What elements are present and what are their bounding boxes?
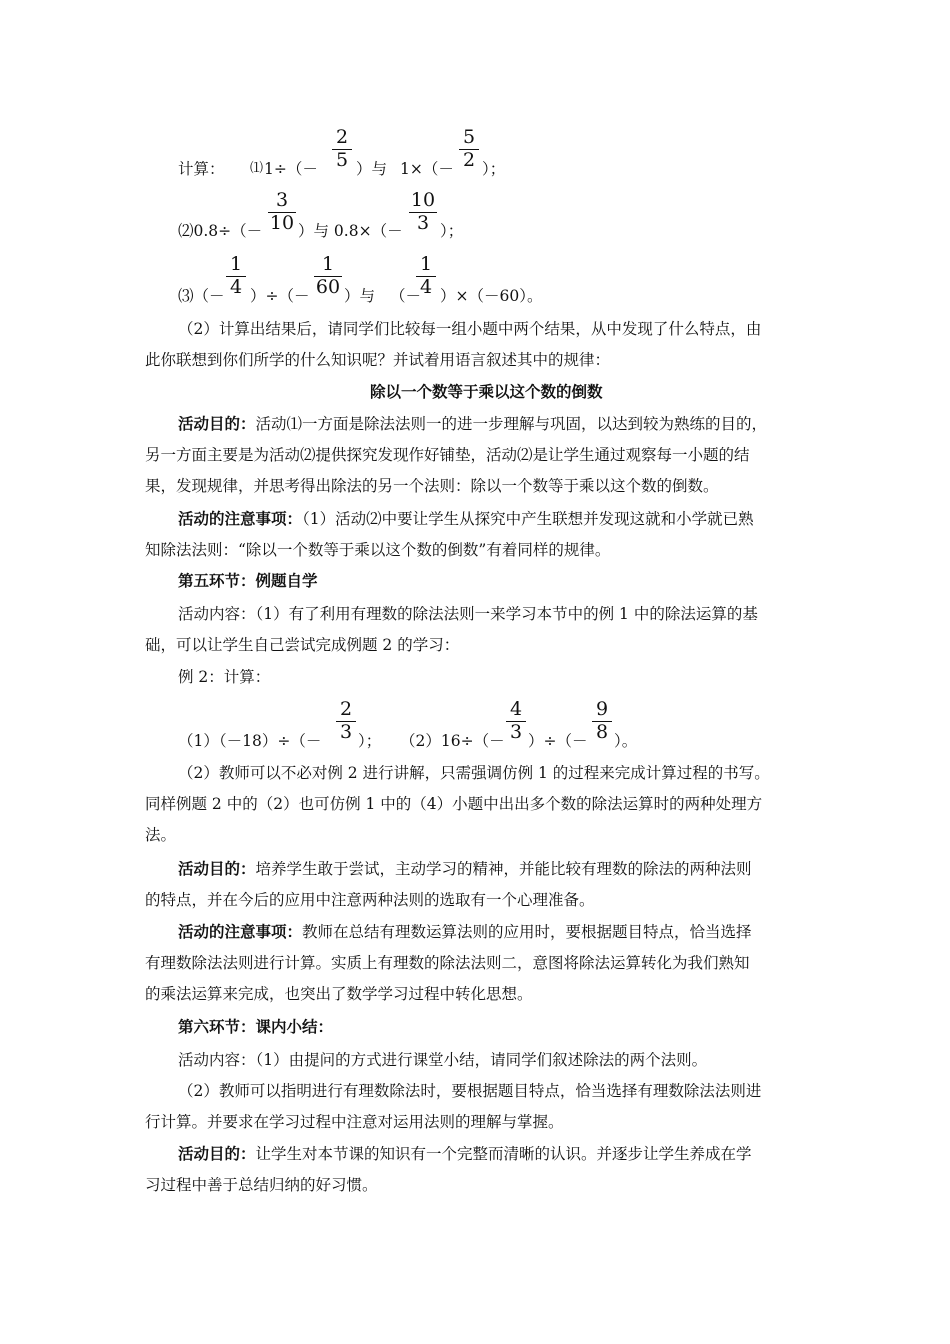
example2-label: 例 2：计算：: [178, 668, 271, 686]
paragraph-compare-line1: （2）计算出结果后，请同学们比较每一组小题中两个结果，从中发现了什么特点，由: [178, 320, 762, 338]
section6-heading: 第六环节：课内小结：: [178, 1018, 334, 1036]
section5-heading: 第五环节：例题自学: [178, 572, 318, 590]
calc-row2-c: ）；: [440, 222, 464, 240]
calc-row3-c: ）与: [344, 287, 376, 305]
note2-line1: 活动的注意事项：教师在总结有理数运算法则的应用时，要根据题目特点，恰当选择: [178, 923, 752, 941]
goal1-line1: 活动目的：活动⑴一方面是除法法则一的进一步理解与巩固，以达到较为熟练的目的，: [178, 415, 768, 433]
calc-row2-a: ⑵0.8÷（－: [178, 222, 263, 240]
example2-c: （2）16÷（－: [400, 732, 505, 750]
calc-row1-b: ）与: [356, 160, 388, 178]
fraction-4-3: $\frac{4}{3}$: [506, 700, 526, 742]
content6-line3: 行计算。并要求在学习过程中注意对运用法则的理解与掌握。: [145, 1113, 564, 1131]
content5-line1: 活动内容：（1）有了利用有理数的除法法则一来学习本节中的例 1 中的除法运算的基: [178, 605, 758, 623]
goal3-line1: 活动目的：让学生对本节课的知识有一个完整而清晰的认识。并逐步让学生养成在学: [178, 1145, 752, 1163]
content5b-line2: 同样例题 2 中的（2）也可仿例 1 中的（4）小题中出出多个数的除法运算时的两种处理方: [145, 795, 763, 813]
note2-line2: 有理数除法法则进行计算。实质上有理数的除法法则二，意图将除法运算转化为我们熟知: [145, 954, 750, 972]
fraction-9-8: $\frac{9}{8}$: [592, 700, 612, 742]
content6-line2: （2）教师可以指明进行有理数除法时，要根据题目特点，恰当选择有理数除法法则进: [178, 1082, 762, 1100]
calc-row1-a: 1÷（－: [264, 160, 318, 178]
example2-d: ）÷（－: [528, 732, 588, 750]
goal2-label: 活动目的：: [178, 860, 256, 878]
goal1-label: 活动目的：: [178, 415, 256, 433]
fraction-1-4-a: $\frac{1}{4}$: [226, 255, 246, 297]
fraction-1-60: $\frac{1}{60}$: [315, 253, 341, 298]
paragraph-compare-line2: 此你联想到你们所学的什么知识呢？并试着用语言叙述其中的规律：: [145, 351, 611, 369]
content5b-line3: 法。: [145, 826, 177, 844]
example2-a: （1）（－18）÷（－: [178, 732, 322, 750]
goal2-line1: 活动目的：培养学生敢于尝试，主动学习的精神，并能比较有理数的除法的两种法则: [178, 860, 752, 878]
calc-label: 计算：: [178, 160, 225, 178]
example2-e: ）。: [614, 732, 638, 750]
fraction-3-10: $\frac{3}{10}$: [269, 189, 295, 234]
calc-row1-index: ⑴: [250, 161, 264, 176]
calc-row3-e: ）×（－60）。: [440, 287, 543, 305]
goal3-label: 活动目的：: [178, 1145, 256, 1163]
calc-row3-b: ）÷（－: [250, 287, 310, 305]
fraction-2-3: $\frac{2}{3}$: [336, 700, 356, 742]
calc-row3-d: （－: [390, 287, 422, 305]
fraction-1-4-b: $\frac{1}{4}$: [416, 255, 436, 297]
note2-line3: 的乘法运算来完成，也突出了数学学习过程中转化思想。: [145, 985, 533, 1003]
note1-line1: 活动的注意事项：（1）活动⑵中要让学生从探究中产生联想并发现这就和小学就已熟: [178, 510, 754, 528]
calc-row3-a: ⑶（－: [178, 287, 225, 305]
rule-title: 除以一个数等于乘以这个数的倒数: [370, 383, 603, 401]
fraction-2-5: $\frac{2}{5}$: [332, 128, 352, 170]
example2-b: ）；: [358, 732, 382, 750]
goal2-line2: 的特点，并在今后的应用中注意两种法则的选取有一个心理准备。: [145, 891, 595, 909]
goal1-line2: 另一方面主要是为活动⑵提供探究发现作好铺垫，活动⑵是让学生通过观察每一小题的结: [145, 446, 750, 464]
fraction-10-3: $\frac{10}{3}$: [410, 189, 436, 234]
goal3-line2: 习过程中善于总结归纳的好习惯。: [145, 1176, 378, 1194]
content5-line2: 础，可以让学生自己尝试完成例题 2 的学习：: [145, 636, 460, 654]
fraction-5-2: $\frac{5}{2}$: [459, 128, 479, 170]
calc-row2-b: ）与 0.8×（－: [298, 222, 403, 240]
content6-line1: 活动内容：（1）由提问的方式进行课堂小结，请同学们叙述除法的两个法则。: [178, 1051, 708, 1069]
note1-label: 活动的注意事项：: [178, 510, 303, 528]
calc-row1-d: ）；: [482, 160, 506, 178]
calc-row1-c: 1×（－: [400, 160, 454, 178]
note2-label: 活动的注意事项：: [178, 923, 303, 941]
content5b-line1: （2）教师可以不必对例 2 进行讲解，只需强调仿例 1 的过程来完成计算过程的书写。: [178, 764, 770, 782]
goal1-line3: 果，发现规律，并思考得出除法的另一个法则：除以一个数等于乘以这个数的倒数。: [145, 477, 719, 495]
note1-line2: 知除法法则：“除以一个数等于乘以这个数的倒数”有着同样的规律。: [145, 541, 611, 559]
